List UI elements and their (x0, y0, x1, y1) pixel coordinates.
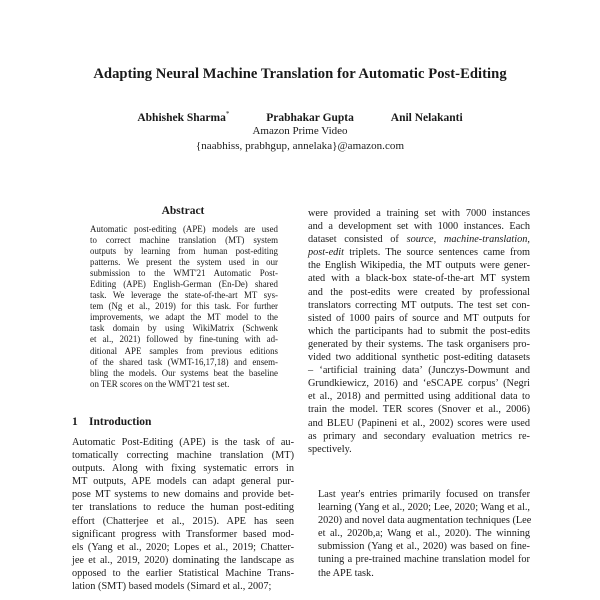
author-2 (266, 112, 354, 124)
text-line: the APE task. (318, 567, 374, 579)
text-line: tem (Ng et al., 2019) for this task. For further (90, 301, 278, 312)
author-name: Prabhakar Gupta (266, 112, 354, 124)
author-name: Abhishek Sharma (137, 112, 226, 124)
text-line: Last year's entries primarily focused on transfer (318, 489, 530, 500)
affiliation: Amazon Prime Video (252, 125, 348, 137)
text-line: train the model. TER scores (Snover et al., 2006) (308, 404, 530, 416)
text-line: task. We leverage the state-of-the-art MT sys- (90, 290, 278, 301)
text-line: ated with a black-box state-of-the-art MT system (308, 273, 530, 285)
text-line: tomatically correcting machine translation (MT) (72, 450, 294, 462)
text-line: tuning a pre-trained machine translation model for (318, 554, 530, 566)
text-line: outputs. Along with fixing systematic errors in (72, 463, 294, 475)
text-line: learning (Yang et al., 2020; Lee, 2020; Wang et al., (318, 502, 530, 514)
text-line: bling the models. Our systems beat the baseline (90, 367, 278, 378)
text-line: effort (Chatterjee et al., 2015). APE has seen (72, 515, 294, 527)
text-line: pose MT systems to new domains and provide bet- (72, 489, 294, 501)
text-line: which the participants had to submit the post-edits (308, 325, 530, 337)
text-line: the English Wikipedia, the MT outputs were gener- (308, 260, 530, 272)
text-line: – ‘artificial training data’ (Junczys-Dowmunt and (308, 365, 530, 377)
data-description-paragraph (308, 207, 530, 456)
text-line: generated by their systems. The task organisers pro- (308, 338, 530, 350)
text-line: improvements, we adapt the MT model to the (90, 312, 278, 323)
text-line: spectively. (308, 443, 352, 455)
prior-work-paragraph (308, 488, 530, 580)
paper-title: Adapting Neural Machine Translation for Automatic Post-Editing (93, 66, 507, 82)
text-line: ter translations to reduce the human post-editing (72, 502, 294, 514)
author-1 (137, 112, 229, 124)
section-heading-introduction (72, 416, 151, 428)
text-line: task domain by using WikiMatrix (Schwenk (90, 323, 278, 334)
text-line: submission (Yang et al., 2020) was based on fine- (318, 541, 530, 553)
text-line: and BLEU (Papineni et al., 2002) scores were used (308, 417, 530, 429)
text-line: 2020) and novel data augmentation techniques (Lee (318, 515, 532, 527)
text-line: and a development set with 1000 instances. Each (308, 221, 530, 233)
text-line: opposed to the earlier Statistical Machine Trans- (72, 567, 294, 579)
text-line: Grundkiewicz, 2016) and ‘eSCAPE corpus’ (Negri (308, 378, 530, 390)
text-line: lation (SMT) based models (Simard et al., 2007; (72, 581, 272, 593)
text-line: Automatic Post-Editing (APE) is the task of au- (72, 437, 294, 448)
introduction-body (72, 436, 294, 593)
text-line: of the shared task (WMT-16,17,18) and ensem- (90, 356, 278, 367)
text-line: were provided a training set with 7000 instances (308, 208, 530, 219)
text-line: dataset consisted of source, machine-translation, (308, 234, 530, 246)
text-line: and the post-edits were created by professional (308, 286, 530, 298)
text-line: jee et al., 2019, 2020) dominating the landscape as (72, 554, 294, 566)
author-3 (391, 112, 463, 124)
text-line: et al., 2020b,a; Wang et al., 2020). The winning (318, 528, 530, 540)
text-line: els (Yang et al., 2020; Lopes et al., 2019; Chatter- (72, 541, 294, 553)
text-line: vided two additional synthetic post-editing datasets (308, 352, 530, 364)
text-line: sisted of 1000 pairs of source and MT outputs for (308, 312, 530, 324)
section-title: Introduction (89, 416, 152, 428)
text-line: patterns. We present the system used in our (90, 257, 278, 268)
text-line: et al., 2021) followed by fine-tuning with ad- (90, 334, 278, 345)
text-line: ditional APE samples from previous editions (90, 345, 278, 356)
author-name: Anil Nelakanti (390, 112, 463, 124)
text-line: translators correcting MT outputs. The test set con- (308, 299, 530, 311)
text-line: to correct machine translation (MT) system (90, 235, 278, 246)
text-line: Editing (APE) English-German (En-De) shared (90, 279, 278, 290)
text-line: et al., 2018) and permitted using additional data to (308, 391, 530, 403)
text-line: significant progress with Transformer based mod- (72, 528, 294, 540)
abstract-body (90, 224, 278, 390)
text-line: on TER scores on the WMT'21 test set. (90, 378, 230, 389)
text-line: MT outputs, APE models can adapt general pur- (72, 476, 294, 488)
author-emails: {naabhiss, prabhgup, annelaka}@amazon.com (195, 140, 405, 152)
text-line: as primary and secondary evaluation metrics re- (308, 430, 530, 442)
text-line: Automatic post-editing (APE) models are used (90, 224, 278, 234)
author-list (0, 112, 600, 124)
author-footnote-mark: * (225, 110, 230, 119)
text-line: outputs by learning from human post-editing (90, 246, 278, 257)
section-number: 1 (72, 416, 78, 428)
text-line: submission to the WMT'21 Automatic Post- (90, 268, 278, 279)
text-line: post-edit triplets. The source sentences came from (308, 247, 530, 259)
abstract-heading: Abstract (161, 205, 205, 217)
